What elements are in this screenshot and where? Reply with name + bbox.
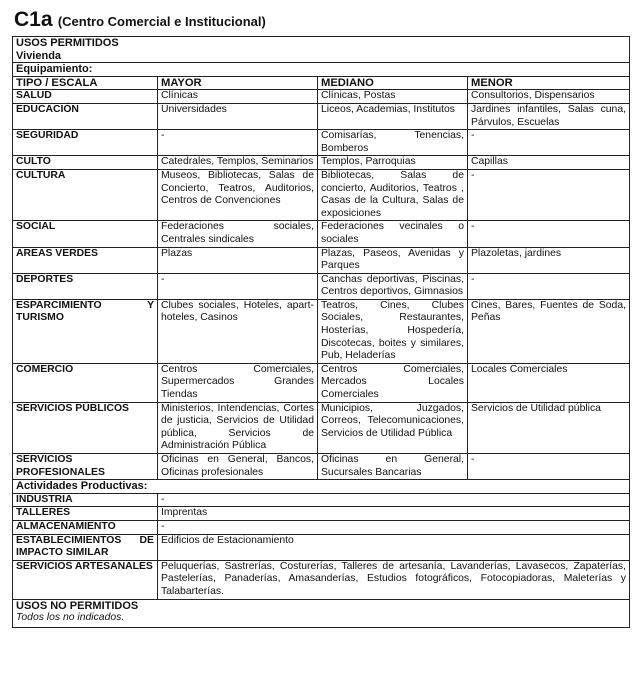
activity-type-cell: INDUSTRIA bbox=[13, 493, 158, 507]
equipment-rows bbox=[13, 90, 630, 480]
table-row bbox=[13, 169, 630, 220]
mayor-cell: Universidades bbox=[158, 103, 318, 129]
type-cell: SERVICIOS PROFESIONALES bbox=[13, 454, 158, 480]
mayor-cell: Oficinas en General, Bancos, Oficinas profesionales bbox=[158, 454, 318, 480]
mediano-cell: Municipios, Juzgados, Correos, Telecomunicaciones, Servicios de Utilidad Pública bbox=[318, 402, 468, 453]
table-row bbox=[13, 507, 630, 521]
table-header-row bbox=[13, 76, 630, 90]
mediano-cell: Federaciones vecinales o sociales bbox=[318, 221, 468, 247]
type-cell: SOCIAL bbox=[13, 221, 158, 247]
mayor-cell: - bbox=[158, 130, 318, 156]
productive-rows bbox=[13, 493, 630, 599]
table-row bbox=[13, 363, 630, 402]
permitted-uses-cell bbox=[13, 37, 630, 63]
type-cell: SERVICIOS PÚBLICOS bbox=[13, 402, 158, 453]
mayor-cell: Museos, Bibliotecas, Salas de Concierto, Teatros, Auditorios, Centros de Convenciones bbox=[158, 169, 318, 220]
mayor-cell: Clínicas bbox=[158, 90, 318, 104]
permitted-uses-heading: USOS PERMITIDOS bbox=[16, 37, 119, 49]
column-header-mediano: MEDIANO bbox=[318, 76, 468, 90]
mayor-cell: Clubes sociales, Hoteles, apart-hoteles, Casinos bbox=[158, 299, 318, 363]
productive-heading: Actividades Productivas: bbox=[13, 480, 630, 494]
menor-cell: Consultorios, Dispensarios bbox=[468, 90, 630, 104]
table-row bbox=[13, 156, 630, 170]
mediano-cell: Liceos, Academias, Institutos bbox=[318, 103, 468, 129]
menor-cell: Capillas bbox=[468, 156, 630, 170]
type-cell: EDUCACIÓN bbox=[13, 103, 158, 129]
zone-code: C1a bbox=[14, 8, 53, 31]
column-header-tipo: TIPO / ESCALA bbox=[13, 76, 158, 90]
prohibited-uses-heading: USOS NO PERMITIDOS bbox=[16, 599, 139, 612]
menor-cell: - bbox=[468, 130, 630, 156]
zone-subtitle: (Centro Comercial e Institucional) bbox=[57, 14, 266, 29]
type-cell: ESPARCIMIENTO Y TURISMO bbox=[13, 299, 158, 363]
table-row bbox=[13, 103, 630, 129]
type-cell: DEPORTES bbox=[13, 273, 158, 299]
table-row bbox=[13, 560, 630, 599]
mediano-cell: Templos, Parroquias bbox=[318, 156, 468, 170]
activity-value-cell: - bbox=[158, 520, 630, 534]
menor-cell: Jardines infantiles, Salas cuna, Párvulos, Escuelas bbox=[468, 103, 630, 129]
table-row bbox=[13, 130, 630, 156]
page-title bbox=[14, 8, 629, 34]
menor-cell: Plazoletas, jardines bbox=[468, 247, 630, 273]
equipment-heading-row bbox=[13, 63, 630, 77]
type-cell: CULTO bbox=[13, 156, 158, 170]
mediano-cell: Teatros, Cines, Clubes Sociales, Restaurantes, Hosterías, Hospedería, Discotecas, boites y similares, Pub, Heladerías bbox=[318, 299, 468, 363]
activity-type-cell: ESTABLECIMIENTOS DE IMPACTO SIMILAR bbox=[13, 534, 158, 560]
prohibited-uses-value: Todos los no indicados. bbox=[16, 612, 125, 624]
table-row bbox=[13, 534, 630, 560]
type-cell: CULTURA bbox=[13, 169, 158, 220]
menor-cell: Servicios de Utilidad pública bbox=[468, 402, 630, 453]
mayor-cell: Catedrales, Templos, Seminarios bbox=[158, 156, 318, 170]
menor-cell: - bbox=[468, 454, 630, 480]
activity-type-cell: SERVICIOS ARTESANALES bbox=[13, 560, 158, 599]
mayor-cell: Ministerios, Intendencias, Cortes de justicia, Servicios de Utilidad pública, Servicios de Administración Pública bbox=[158, 402, 318, 453]
permitted-uses-value: Vivienda bbox=[16, 49, 62, 62]
activity-value-cell: Imprentas bbox=[158, 507, 630, 521]
activity-value-cell: - bbox=[158, 493, 630, 507]
mediano-cell: Clínicas, Postas bbox=[318, 90, 468, 104]
type-cell: AREAS VERDES bbox=[13, 247, 158, 273]
table-row bbox=[13, 454, 630, 480]
equipment-heading: Equipamiento: bbox=[13, 63, 630, 77]
menor-cell: Locales Comerciales bbox=[468, 363, 630, 402]
table-row bbox=[13, 402, 630, 453]
mayor-cell: Federaciones sociales, Centrales sindicales bbox=[158, 221, 318, 247]
mediano-cell: Plazas, Paseos, Avenidas y Parques bbox=[318, 247, 468, 273]
type-cell: COMERCIO bbox=[13, 363, 158, 402]
type-cell: SEGURIDAD bbox=[13, 130, 158, 156]
table-row bbox=[13, 90, 630, 104]
table-row bbox=[13, 247, 630, 273]
menor-cell: - bbox=[468, 221, 630, 247]
activity-value-cell: Edificios de Estacionamiento bbox=[158, 534, 630, 560]
activity-type-cell: TALLERES bbox=[13, 507, 158, 521]
mayor-cell: Plazas bbox=[158, 247, 318, 273]
table-row bbox=[13, 520, 630, 534]
type-cell: SALUD bbox=[13, 90, 158, 104]
table-row bbox=[13, 273, 630, 299]
mediano-cell: Canchas deportivas, Piscinas, Centros deportivos, Gimnasios bbox=[318, 273, 468, 299]
mayor-cell: Centros Comerciales, Supermercados Grandes Tiendas bbox=[158, 363, 318, 402]
menor-cell: - bbox=[468, 169, 630, 220]
activity-type-cell: ALMACENAMIENTO bbox=[13, 520, 158, 534]
menor-cell: Cines, Bares, Fuentes de Soda, Peñas bbox=[468, 299, 630, 363]
permitted-uses-row bbox=[13, 37, 630, 63]
mediano-cell: Centros Comerciales, Mercados Locales Comerciales bbox=[318, 363, 468, 402]
column-header-menor: MENOR bbox=[468, 76, 630, 90]
column-header-mayor: MAYOR bbox=[158, 76, 318, 90]
mediano-cell: Bibliotecas, Salas de concierto, Auditorios, Teatros , Casas de la Cultura, Salas de exposiciones bbox=[318, 169, 468, 220]
table-row bbox=[13, 221, 630, 247]
prohibited-uses-row bbox=[13, 599, 630, 627]
mayor-cell: - bbox=[158, 273, 318, 299]
zoning-table bbox=[12, 36, 630, 628]
mediano-cell: Oficinas en General, Sucursales Bancarias bbox=[318, 454, 468, 480]
productive-heading-row bbox=[13, 480, 630, 494]
table-row bbox=[13, 299, 630, 363]
table-row bbox=[13, 493, 630, 507]
prohibited-uses-cell bbox=[13, 599, 630, 627]
mediano-cell: Comisarías, Tenencias, Bomberos bbox=[318, 130, 468, 156]
activity-value-cell: Peluquerías, Sastrerías, Costurerías, Talleres de artesanía, Lavanderías, Lavasecos, Zapaterías, Pastelerías, Panaderías, Amasanderías, Estudios fotográficos, Fotocopiadoras, Maleterías y Talabarterías. bbox=[158, 560, 630, 599]
menor-cell: - bbox=[468, 273, 630, 299]
document-page bbox=[12, 8, 629, 628]
